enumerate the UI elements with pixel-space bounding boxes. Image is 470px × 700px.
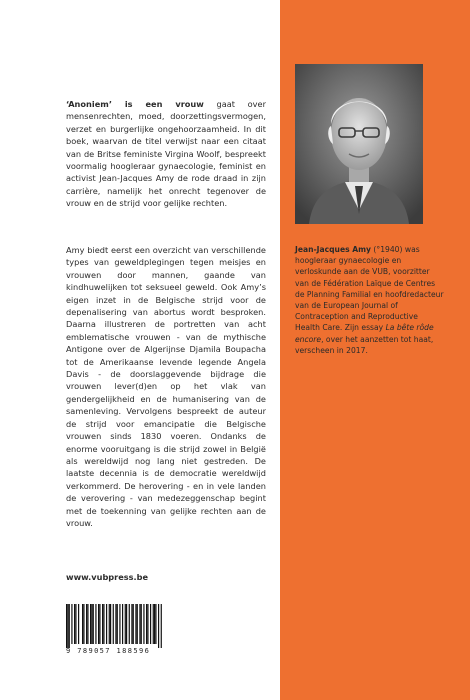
- author-name: Jean-Jacques Amy: [295, 245, 372, 254]
- blurb-paragraph-2-text: Amy biedt eerst een overzicht van verschillende types van geweldplegingen tegen meisjes en vrouwen door mannen, gaande van kindhuwelijken tot seksueel geweld. Ook Amy’s eigen inzet in de Belgische strijd voor de depenalisering van abortus wordt besproken. Daarna illustreren de portretten van acht emblematische vrouwen - van de mythische Antigone over de Algerijnse Djamila Boupacha tot de Amerikaanse levende legende Angela Davis - de doorslaggevende bijdrage die vrouwen lever(d)en op het vlak van gendergelijkheid en de humanisering van de samenleving. Vervolgens bespreekt de auteur de strijd voor emancipatie die Belgische vrouwen sinds 1830 voeren. Ondanks de enorme vooruitgang is die strijd zowel in België als wereldwijd nog lang niet gestreden. De laatste decennia is de democratie wereldwijd verkommerd. De herovering - en in vele landen de verovering - van medezeggenschap begint met de toekenning van gelijke rechten aan de vrouw.: [66, 245, 266, 528]
- barcode-bar: [95, 604, 96, 644]
- barcode-bar: [66, 604, 67, 648]
- barcode-bar: [126, 604, 127, 644]
- blurb-paragraph-1: [66, 98, 266, 210]
- blurb-lead-title: ‘Anoniem’ is een vrouw: [66, 99, 204, 109]
- barcode-bar: [161, 604, 162, 648]
- barcode-bar: [102, 604, 103, 644]
- publisher-url[interactable]: www.vubpress.be: [66, 572, 149, 582]
- barcode-bar: [125, 604, 126, 644]
- barcode-bar: [150, 604, 151, 644]
- barcode-bar: [153, 604, 154, 644]
- blurb-paragraph-1-text: gaat over mensenrechten, moed, doorzettingsvermogen, verzet en burgerlijke ongehoorzaamheid. In dit boek, waarvan de titel verwijst naar een citaat van de Britse feministe Virgina Woolf, bespreekt voormalig hoogleraar gynaecologie, feminist en activist Jean-Jacques Amy de rode draad in zijn carrière, namelijk het onrecht tegenover de vrouw en de strijd voor gelijke rechten.: [66, 99, 266, 209]
- isbn-number: 9 789057 188596: [66, 647, 151, 655]
- author-bio-text-1: (°1940) was hoogleraar gynaecologie en verloskunde aan de VUB, voorzitter van de Fédération Laïque de Centres de Planning Familial en hoofdredacteur van de European Journal of Contraception and Reproductive Health Care. Zijn essay: [295, 245, 444, 333]
- barcode-bar: [78, 604, 79, 644]
- barcode-bar: [154, 604, 155, 644]
- barcode-bar: [99, 604, 100, 644]
- barcode-bar: [137, 604, 138, 644]
- barcode-bar: [98, 604, 99, 644]
- barcode-bar: [155, 604, 156, 644]
- barcode-bar: [109, 604, 110, 644]
- barcode-bar: [119, 604, 120, 644]
- barcode-bar: [147, 604, 148, 644]
- barcode-bar: [106, 604, 107, 644]
- barcode-bar: [143, 604, 144, 644]
- author-bio-text-2: , over het aanzetten tot haat, verscheen in 2017.: [295, 334, 434, 355]
- barcode-bar: [135, 604, 136, 644]
- barcode-bar: [117, 604, 118, 644]
- barcode-bar: [75, 604, 76, 644]
- blurb-paragraph-2: [66, 244, 266, 529]
- barcode-bar: [131, 604, 132, 644]
- barcode-bar: [110, 604, 111, 644]
- author-bio: [295, 244, 445, 356]
- barcode-bar: [146, 604, 147, 644]
- barcode-bar: [67, 604, 68, 648]
- barcode-bar: [113, 604, 114, 644]
- barcode-bar: [74, 604, 75, 644]
- barcode-bar: [87, 604, 88, 644]
- barcode-bar: [103, 604, 104, 644]
- barcode-bar: [90, 604, 91, 644]
- barcode-bar: [139, 604, 140, 644]
- barcode-graphic: [66, 604, 162, 648]
- barcode-bar: [86, 604, 87, 644]
- author-photo: [295, 64, 423, 224]
- barcode-bar: [83, 604, 84, 644]
- barcode-bar: [122, 604, 123, 644]
- barcode-bar: [129, 604, 130, 644]
- barcode-bar: [115, 604, 116, 644]
- barcode-bar: [69, 604, 70, 648]
- barcode-bar: [71, 604, 72, 644]
- barcode-bar: [82, 604, 83, 644]
- barcode-bar: [91, 604, 92, 644]
- author-portrait-image: [295, 64, 423, 224]
- barcode-bar: [158, 604, 159, 648]
- barcode-bar: [133, 604, 134, 644]
- isbn-barcode: [66, 604, 162, 648]
- barcode-bar: [93, 604, 94, 644]
- author-essay-title: La bête rôde encore: [295, 323, 434, 344]
- barcode-bar: [141, 604, 142, 644]
